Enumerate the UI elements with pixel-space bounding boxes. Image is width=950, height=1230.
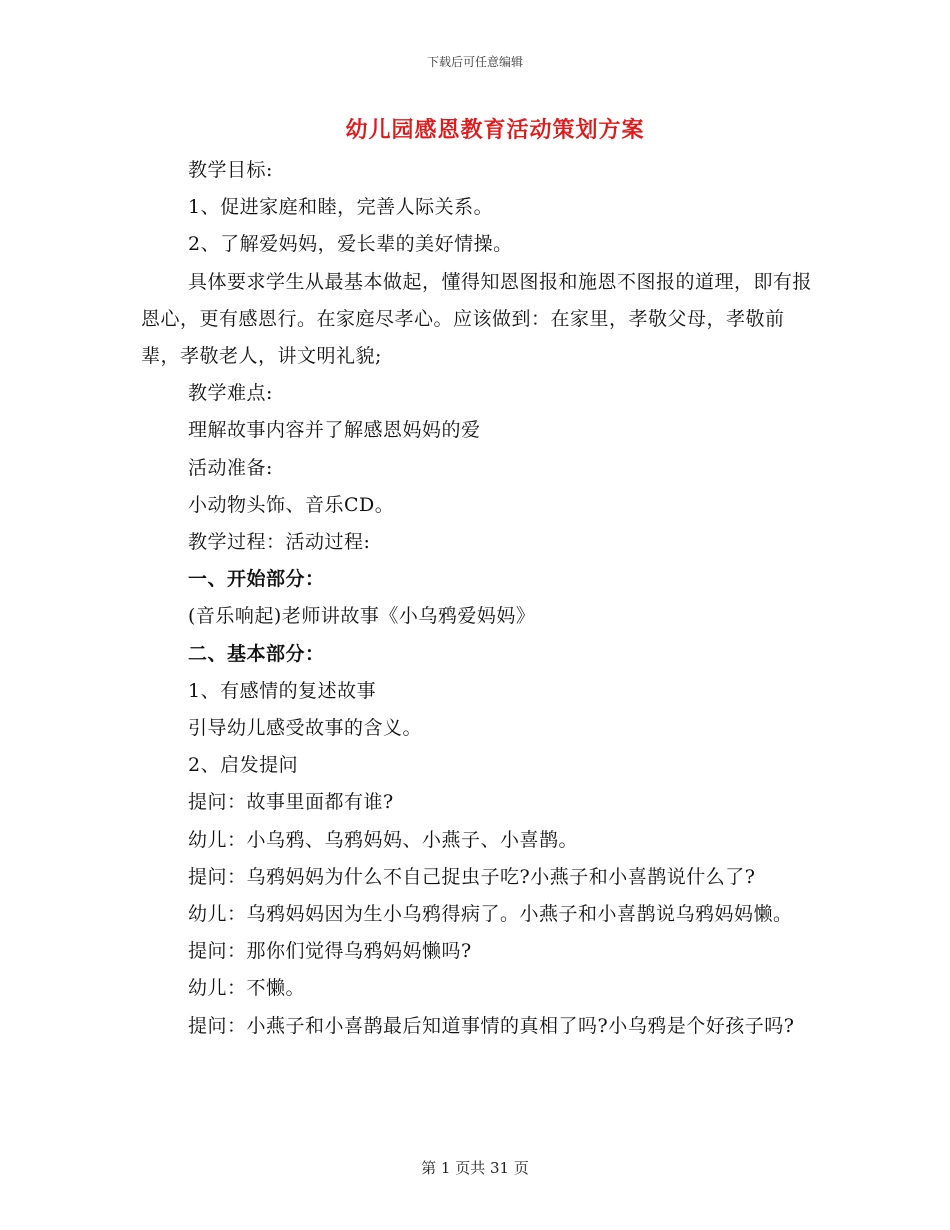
paragraph: 具体要求学生从最基本做起，懂得知恩图报和施恩不图报的道理，即有报恩心，更有感恩行。在家庭尽孝心。应该做到：在家里，孝敬父母，孝敬前辈，孝敬老人，讲文明礼貌; — [141, 270, 813, 368]
paragraph: 小动物头饰、音乐CD。 — [188, 493, 395, 516]
page-header-note: 下载后可任意编辑 — [426, 55, 523, 69]
paragraph: 理解故事内容并了解感恩妈妈的爱 — [188, 419, 481, 442]
paragraph: 引导幼儿感受故事的含义。 — [188, 717, 423, 740]
paragraph: 教学过程：活动过程: — [188, 531, 371, 554]
paragraph: 幼儿：乌鸦妈妈因为生小乌鸦得病了。小燕子和小喜鹊说乌鸦妈妈懒。 — [188, 903, 793, 926]
paragraph: 教学难点: — [188, 382, 273, 405]
paragraph: 提问：那你们觉得乌鸦妈妈懒吗? — [188, 940, 472, 963]
paragraph: 提问：乌鸦妈妈为什么不自己捉虫子吃?小燕子和小喜鹊说什么了? — [188, 865, 756, 888]
paragraph: 幼儿：小乌鸦、乌鸦妈妈、小燕子、小喜鹊。 — [188, 828, 579, 851]
paragraph: 1、有感情的复述故事 — [188, 679, 377, 702]
document-body — [141, 152, 821, 1045]
page-number-footer: 第 1 页共 31 页 — [421, 1159, 529, 1177]
paragraph: 提问：故事里面都有谁? — [188, 791, 394, 814]
paragraph: 幼儿：不懒。 — [188, 977, 306, 1000]
paragraph: 2、启发提问 — [188, 754, 299, 777]
paragraph: (音乐响起)老师讲故事《小乌鸦爱妈妈》 — [188, 605, 536, 628]
paragraph: 教学目标: — [188, 159, 273, 181]
section-heading: 一、开始部分： — [188, 568, 325, 591]
paragraph: 提问：小燕子和小喜鹊最后知道事情的真相了吗?小乌鸦是个好孩子吗? — [188, 1014, 795, 1037]
section-heading: 二、基本部分： — [188, 642, 325, 665]
paragraph: 活动准备: — [188, 456, 273, 479]
document-title: 幼儿园感恩教育活动策划方案 — [345, 117, 645, 143]
paragraph: 1、促进家庭和睦，完善人际关系。 — [188, 196, 494, 219]
paragraph: 2、了解爱妈妈，爱长辈的美好情操。 — [188, 233, 513, 256]
